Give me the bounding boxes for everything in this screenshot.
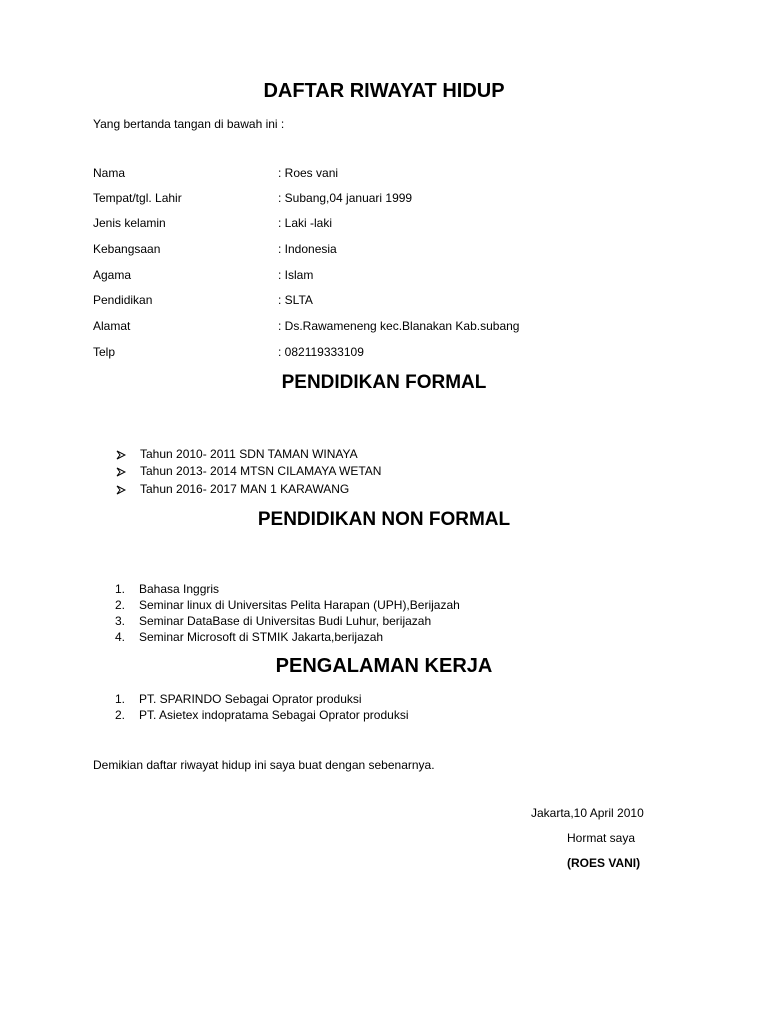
list-item (115, 582, 535, 598)
list-item (115, 614, 535, 630)
nonformal-item-text: Seminar DataBase di Universitas Budi Luhur, berijazah (139, 614, 432, 628)
nonformal-item-text: Seminar linux di Universitas Pelita Harapan (UPH),Berijazah (139, 598, 460, 612)
field-value-kebangsaan: : Indonesia (278, 242, 337, 256)
nonformal-item-text: Seminar Microsoft di STMIK Jakarta,berijazah (139, 630, 384, 644)
field-value-agama: : Islam (278, 268, 314, 282)
list-item (115, 598, 535, 614)
arrow-bullet-icon (116, 449, 126, 463)
field-value-nama: : Roes vani (278, 166, 339, 180)
place-date: Jakarta,10 April 2010 (531, 806, 644, 820)
work-item-text: PT. Asietex indopratama Sebagai Oprator produksi (139, 708, 409, 722)
closing-text: Demikian daftar riwayat hidup ini saya buat dengan sebenarnya. (93, 758, 435, 772)
field-label-pendidikan: Pendidikan (93, 293, 153, 307)
field-value-ttl: : Subang,04 januari 1999 (278, 191, 413, 205)
signatory-name: (ROES VANI) (567, 856, 641, 870)
nonformal-education-heading: PENDIDIKAN NON FORMAL (257, 509, 511, 530)
intro-text: Yang bertanda tangan di bawah ini : (93, 117, 285, 131)
list-number: 3. (115, 614, 126, 628)
field-label-alamat: Alamat (93, 319, 131, 333)
list-number: 1. (115, 582, 126, 596)
field-value-alamat: : Ds.Rawameneng kec.Blanakan Kab.subang (278, 319, 520, 333)
field-value-telp: : 082119333109 (278, 345, 364, 359)
list-number: 1. (115, 692, 126, 706)
field-label-ttl: Tempat/tgl. Lahir (93, 191, 182, 205)
list-number: 4. (115, 630, 126, 644)
field-value-jenis-kelamin: : Laki -laki (278, 216, 333, 230)
field-value-pendidikan: : SLTA (278, 293, 313, 307)
arrow-bullet-icon (116, 484, 126, 498)
formal-education-heading: PENDIDIKAN FORMAL (281, 372, 487, 393)
regards-text: Hormat saya (567, 831, 636, 845)
formal-item-text: Tahun 2010- 2011 SDN TAMAN WINAYA (140, 447, 358, 461)
work-item-text: PT. SPARINDO Sebagai Oprator produksi (139, 692, 362, 706)
formal-item-text: Tahun 2013- 2014 MTSN CILAMAYA WETAN (140, 464, 382, 478)
list-item (115, 708, 535, 724)
list-item (115, 692, 535, 708)
list-item (116, 482, 516, 498)
document-title: DAFTAR RIWAYAT HIDUP (263, 80, 505, 102)
nonformal-item-text: Bahasa Inggris (139, 582, 220, 596)
field-label-nama: Nama (93, 166, 126, 180)
list-number: 2. (115, 708, 126, 722)
field-label-jenis-kelamin: Jenis kelamin (93, 216, 166, 230)
formal-item-text: Tahun 2016- 2017 MAN 1 KARAWANG (140, 482, 350, 496)
list-item (116, 464, 516, 480)
list-item (115, 630, 535, 646)
field-label-kebangsaan: Kebangsaan (93, 242, 161, 256)
field-label-agama: Agama (93, 268, 132, 282)
list-number: 2. (115, 598, 126, 612)
list-item (116, 447, 516, 463)
arrow-bullet-icon (116, 466, 126, 480)
field-label-telp: Telp (93, 345, 116, 359)
work-experience-heading: PENGALAMAN KERJA (275, 655, 493, 677)
